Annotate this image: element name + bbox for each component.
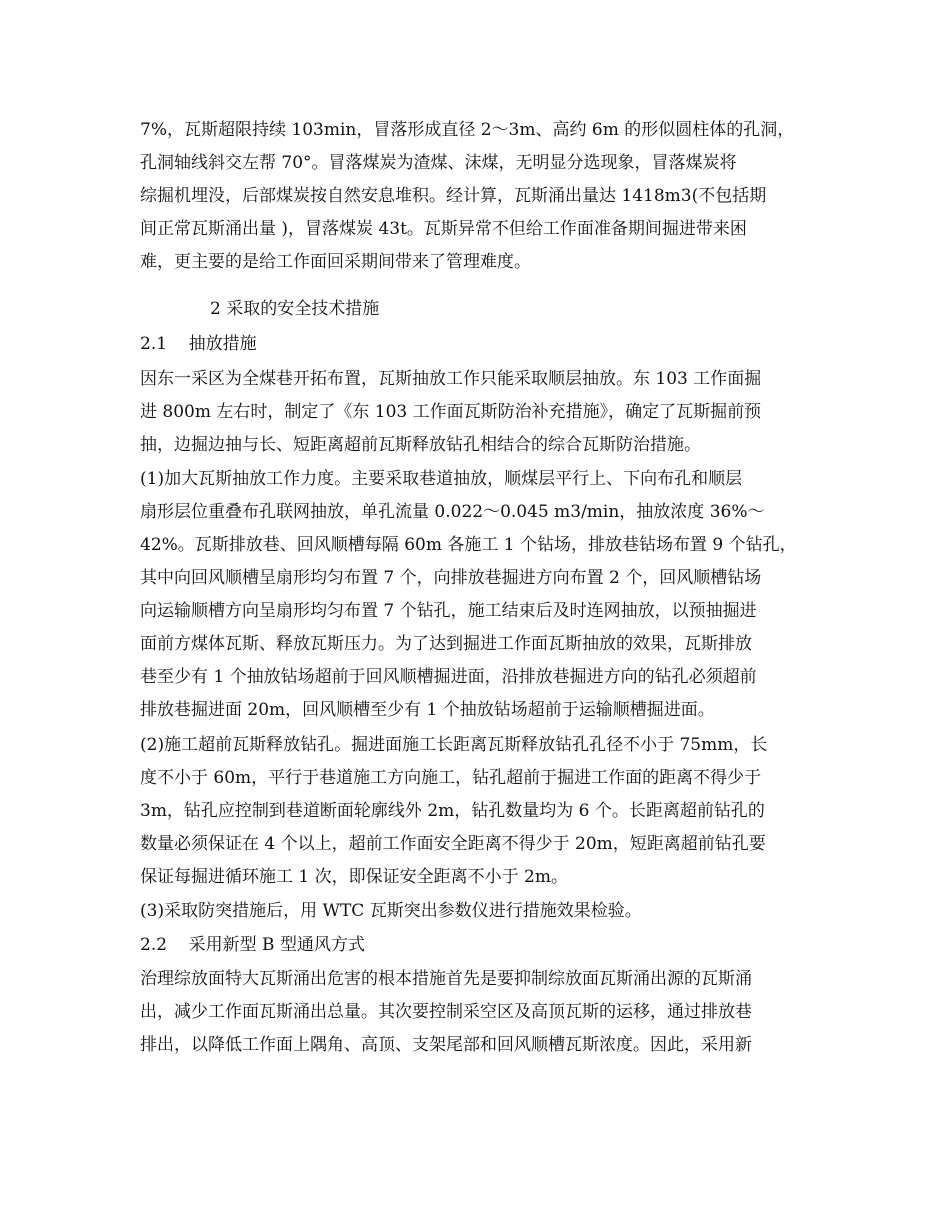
text-line: 排出，以降低工作面上隅角、高顶、支架尾部和回风顺槽瓦斯浓度。因此，采用新 [140, 1035, 752, 1055]
text-line: 间正常瓦斯涌出量 )，冒落煤炭 43t。瓦斯异常不但给工作面准备期间掘进带来困 [140, 219, 747, 239]
text-line: 其中向回风顺槽呈扇形均匀布置 7 个，向排放巷掘进方向布置 2 个，回风顺槽钻场 [140, 568, 762, 588]
text-line: 排放巷掘进面 20m，回风顺槽至少有 1 个抽放钻场超前于运输顺槽掘进面。 [140, 700, 715, 720]
section-heading: 2 采取的安全技术措施 [210, 299, 380, 319]
text-line: 孔洞轴线斜交左帮 70°。冒落煤炭为渣煤、沫煤，无明显分选现象，冒落煤炭将 [140, 153, 737, 173]
text-line: 数量必须保证在 4 个以上，超前工作面安全距离不得少于 20m，短距离超前钻孔要 [140, 834, 766, 854]
text-line: 3m，钻孔应控制到巷道断面轮廓线外 2m，钻孔数量均为 6 个。长距离超前钻孔的 [140, 801, 765, 821]
text-line: 因东一采区为全煤巷开拓布置，瓦斯抽放工作只能采取顺层抽放。东 103 工作面掘 [140, 369, 762, 389]
text-line: 度不小于 60m，平行于巷道施工方向施工，钻孔超前于掘进工作面的距离不得少于 [140, 768, 762, 788]
text-line: 难，更主要的是给工作面回采期间带来了管理难度。 [140, 252, 531, 272]
text-line: 巷至少有 1 个抽放钻场超前于回风顺槽掘进面，沿排放巷掘进方向的钻孔必须超前 [140, 667, 757, 687]
text-line: 42%。瓦斯排放巷、回风顺槽每隔 60m 各施工 1 个钻场，排放巷钻场布置 9 个钻孔， [140, 535, 797, 555]
text-line: 保证每掘进循环施工 1 次，即保证安全距离不小于 2m。 [140, 867, 568, 887]
text-line: (2)施工超前瓦斯释放钻孔。掘进面施工长距离瓦斯释放钻孔孔径不小于 75mm，长 [140, 735, 768, 755]
text-line: 面前方煤体瓦斯、释放瓦斯压力。为了达到掘进工作面瓦斯抽放的效果，瓦斯排放 [140, 634, 752, 654]
text-line: (1)加大瓦斯抽放工作力度。主要采取巷道抽放，顺煤层平行上、下向布孔和顺层 [140, 469, 743, 489]
text-line: 出，减少工作面瓦斯涌出总量。其次要控制采空区及高顶瓦斯的运移，通过排放巷 [140, 1002, 752, 1022]
text-line: 扇形层位重叠布孔联网抽放，单孔流量 0.022～0.045 m3/min，抽放浓度 36%～ [140, 502, 765, 522]
text-line: (3)采取防突措施后，用 WTC 瓦斯突出参数仪进行措施效果检验。 [140, 901, 642, 921]
text-line: 抽，边掘边抽与长、短距离超前瓦斯释放钻孔相结合的综合瓦斯防治措施。 [140, 435, 701, 455]
subsection-heading: 2.1 抽放措施 [140, 334, 257, 354]
text-line: 进 800m 左右时，制定了《东 103 工作面瓦斯防治补充措施》，确定了瓦斯掘前预 [140, 402, 762, 422]
subsection-heading: 2.2 采用新型 B 型通风方式 [140, 935, 365, 955]
text-line: 向运输顺槽方向呈扇形均匀布置 7 个钻孔，施工结束后及时连网抽放，以预抽掘进 [140, 601, 757, 621]
text-line: 综掘机埋没，后部煤炭按自然安息堆积。经计算，瓦斯涌出量达 1418m3(不包括期 [140, 186, 767, 206]
text-line: 7%，瓦斯超限持续 103min，冒落形成直径 2～3m、高约 6m 的形似圆柱体的孔洞， [140, 120, 795, 140]
text-line: 治理综放面特大瓦斯涌出危害的根本措施首先是要抑制综放面瓦斯涌出源的瓦斯涌 [140, 969, 752, 989]
